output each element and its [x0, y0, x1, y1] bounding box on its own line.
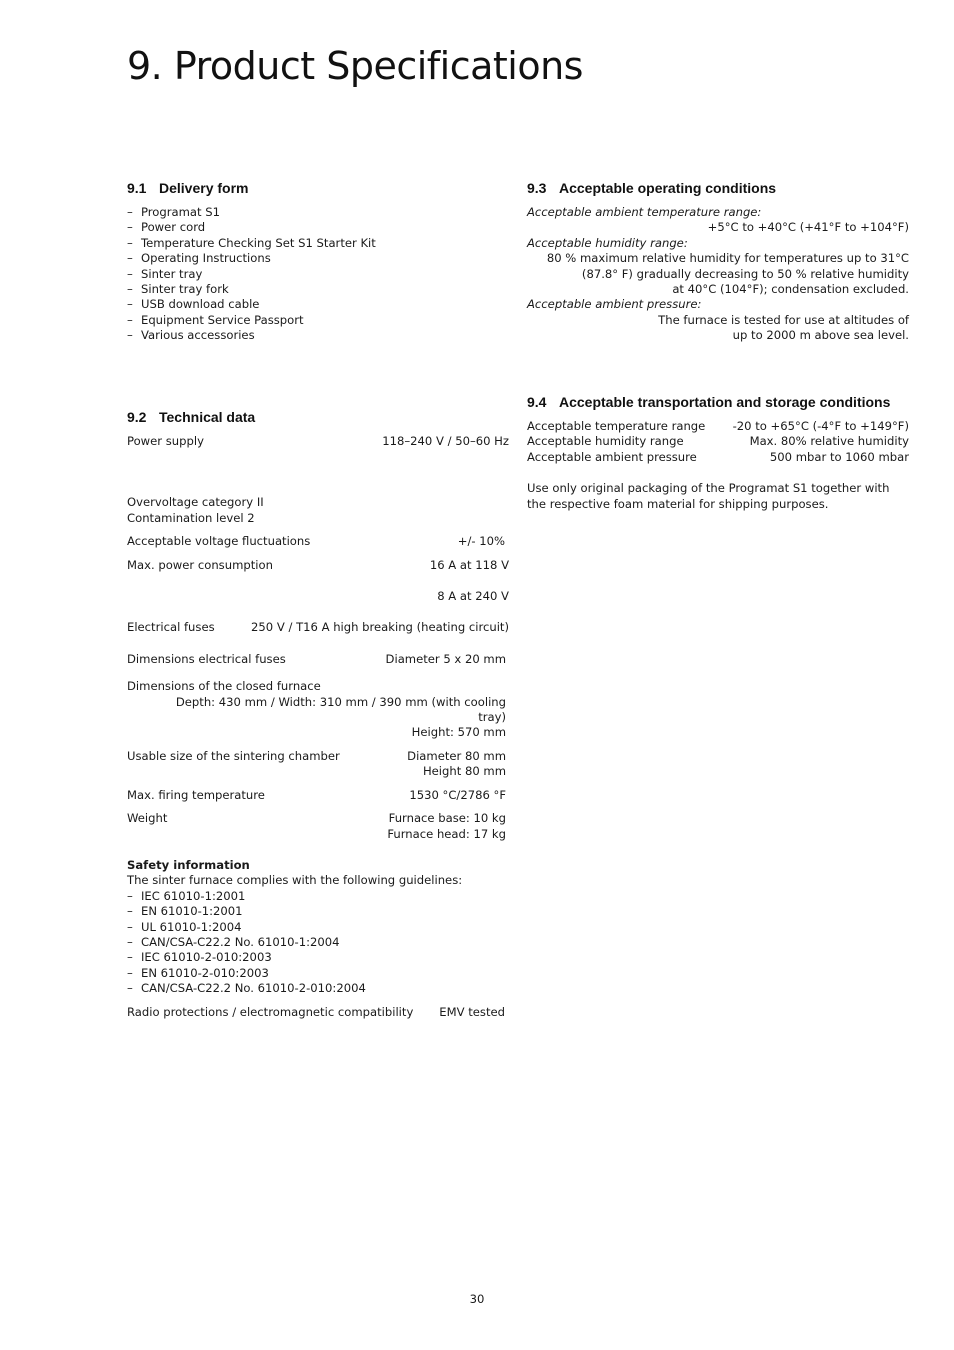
list-item: – EN 61010-1:2001	[127, 904, 243, 919]
spec-label: Weight	[127, 811, 168, 826]
spec-label: Acceptable temperature range	[527, 419, 706, 433]
spec-value: 118–240 V / 50–60 Hz	[382, 434, 509, 448]
spec-label: Usable size of the sintering chamber	[127, 748, 340, 763]
spec-value: 250 V / T16 A high breaking (heating circuit)	[251, 620, 509, 635]
spec-value: 16 A at 118 V	[429, 557, 509, 572]
humidity-range-label: Acceptable humidity range:	[527, 235, 688, 250]
spec-value: Max. 80% relative humidity	[749, 434, 909, 449]
pressure-value: up to 2000 m above sea level.	[732, 328, 909, 343]
technical-data-section	[127, 408, 509, 1020]
list-item: – Sinter tray	[127, 266, 203, 281]
list-item: – EN 61010-2-010:2003	[127, 965, 269, 980]
contamination-text: Contamination level 2	[127, 510, 255, 525]
delivery-form-section	[127, 179, 509, 344]
pressure-label: Acceptable ambient pressure:	[527, 297, 702, 312]
delivery-items-list	[127, 205, 509, 344]
safety-information-block	[127, 858, 509, 997]
section-number: 9.3	[527, 180, 547, 196]
humidity-range-value: at 40°C (104°F); condensation excluded.	[672, 282, 909, 297]
operating-conditions-section	[527, 179, 909, 344]
sintering-chamber-block	[127, 749, 509, 780]
list-item: – CAN/CSA-C22.2 No. 61010-1:2004	[127, 934, 340, 949]
spec-value: Height: 570 mm	[411, 725, 506, 740]
spec-value: 500 mbar to 1060 mbar	[769, 449, 909, 464]
section-number: 9.4	[527, 394, 547, 410]
list-item: – Equipment Service Passport	[127, 312, 304, 327]
spec-label: Electrical fuses	[127, 620, 215, 635]
spec-label: Acceptable humidity range	[527, 434, 684, 449]
list-item: – Operating Instructions	[127, 251, 271, 266]
safety-heading: Safety information	[127, 857, 250, 872]
transport-humidity-row	[527, 434, 909, 449]
power-consumption-value-2: 8 A at 240 V	[437, 589, 509, 604]
transport-pressure-row	[527, 450, 909, 465]
power-supply-row	[127, 434, 509, 449]
transport-storage-section	[527, 393, 909, 512]
weight-block	[127, 811, 509, 842]
spec-label: Max. firing temperature	[127, 787, 265, 802]
pressure-value: The furnace is tested for use at altitudes of	[658, 312, 909, 327]
list-item: – Sinter tray fork	[127, 282, 229, 297]
spec-value: Furnace head: 17 kg	[387, 826, 506, 841]
delivery-form-heading	[127, 179, 509, 197]
temp-range-value: +5°C to +40°C (+41°F to +104°F)	[707, 220, 909, 235]
spec-label: Dimensions electrical fuses	[127, 651, 286, 666]
spec-value: -20 to +65°C (-4°F to +149°F)	[732, 419, 909, 433]
list-item: – Temperature Checking Set S1 Starter Kit	[127, 235, 376, 250]
temp-range-label: Acceptable ambient temperature range:	[527, 205, 762, 219]
section-number: 9.2	[127, 409, 147, 425]
safety-intro: The sinter furnace complies with the following guidelines:	[127, 873, 463, 888]
spec-value: Depth: 430 mm / Width: 310 mm / 390 mm (with cooling tray)	[175, 694, 506, 725]
spec-value: Diameter 5 x 20 mm	[385, 651, 506, 666]
packaging-note: Use only original packaging of the Programat S1 together with the respective foam material for shipping purposes.	[527, 481, 890, 511]
list-item: – IEC 61010-1:2001	[127, 888, 246, 903]
emc-row	[127, 1005, 509, 1020]
section-number: 9.1	[127, 180, 147, 196]
list-item: – UL 61010-1:2004	[127, 919, 242, 934]
list-item: – Various accessories	[127, 328, 255, 343]
furnace-dimensions-block	[127, 679, 509, 741]
spec-value: EMV tested	[439, 1004, 505, 1019]
spec-value: Furnace base: 10 kg	[388, 811, 506, 826]
spec-value: 1530 °C/2786 °F	[409, 787, 506, 802]
spec-label: Max. power consumption	[127, 557, 273, 572]
power-consumption-row	[127, 558, 509, 573]
page-title: 9. Product Specifications	[127, 44, 583, 88]
fuse-dimensions-row	[127, 652, 509, 667]
overvoltage-text: Overvoltage category II	[127, 495, 264, 510]
section-title: Delivery form	[159, 180, 249, 196]
spec-label: Acceptable ambient pressure	[527, 449, 697, 464]
transport-storage-heading	[527, 393, 909, 411]
voltage-fluctuation-row	[127, 534, 509, 549]
spec-label: Acceptable voltage fluctuations	[127, 534, 311, 549]
spec-label: Power supply	[127, 434, 204, 448]
spec-label: Dimensions of the closed furnace	[127, 679, 321, 694]
list-item: – USB download cable	[127, 297, 260, 312]
humidity-range-value: (87.8° F) gradually decreasing to 50 % relative humidity	[581, 266, 909, 281]
firing-temperature-row	[127, 788, 509, 803]
list-item: – Power cord	[127, 220, 206, 235]
spec-value: Diameter 80 mm	[407, 748, 506, 763]
spec-label: Radio protections / electromagnetic compatibility	[127, 1004, 414, 1019]
section-title: Acceptable operating conditions	[559, 180, 777, 196]
list-item: – IEC 61010-2-010:2003	[127, 950, 272, 965]
spec-value: +/- 10%	[457, 534, 505, 549]
technical-data-heading	[127, 408, 509, 426]
transport-temp-row	[527, 419, 909, 434]
safety-guidelines-list	[127, 889, 509, 997]
list-item: – CAN/CSA-C22.2 No. 61010-2-010:2004	[127, 981, 366, 996]
page-number: 30	[469, 1292, 485, 1306]
electrical-fuses-row	[127, 620, 509, 635]
humidity-range-value: 80 % maximum relative humidity for temperatures up to 31°C	[546, 251, 909, 266]
section-title: Technical data	[159, 409, 256, 425]
operating-conditions-heading	[527, 179, 909, 197]
section-title: Acceptable transportation and storage conditions	[559, 394, 891, 410]
list-item: – Programat S1	[127, 205, 220, 219]
spec-value: Height 80 mm	[422, 764, 506, 779]
